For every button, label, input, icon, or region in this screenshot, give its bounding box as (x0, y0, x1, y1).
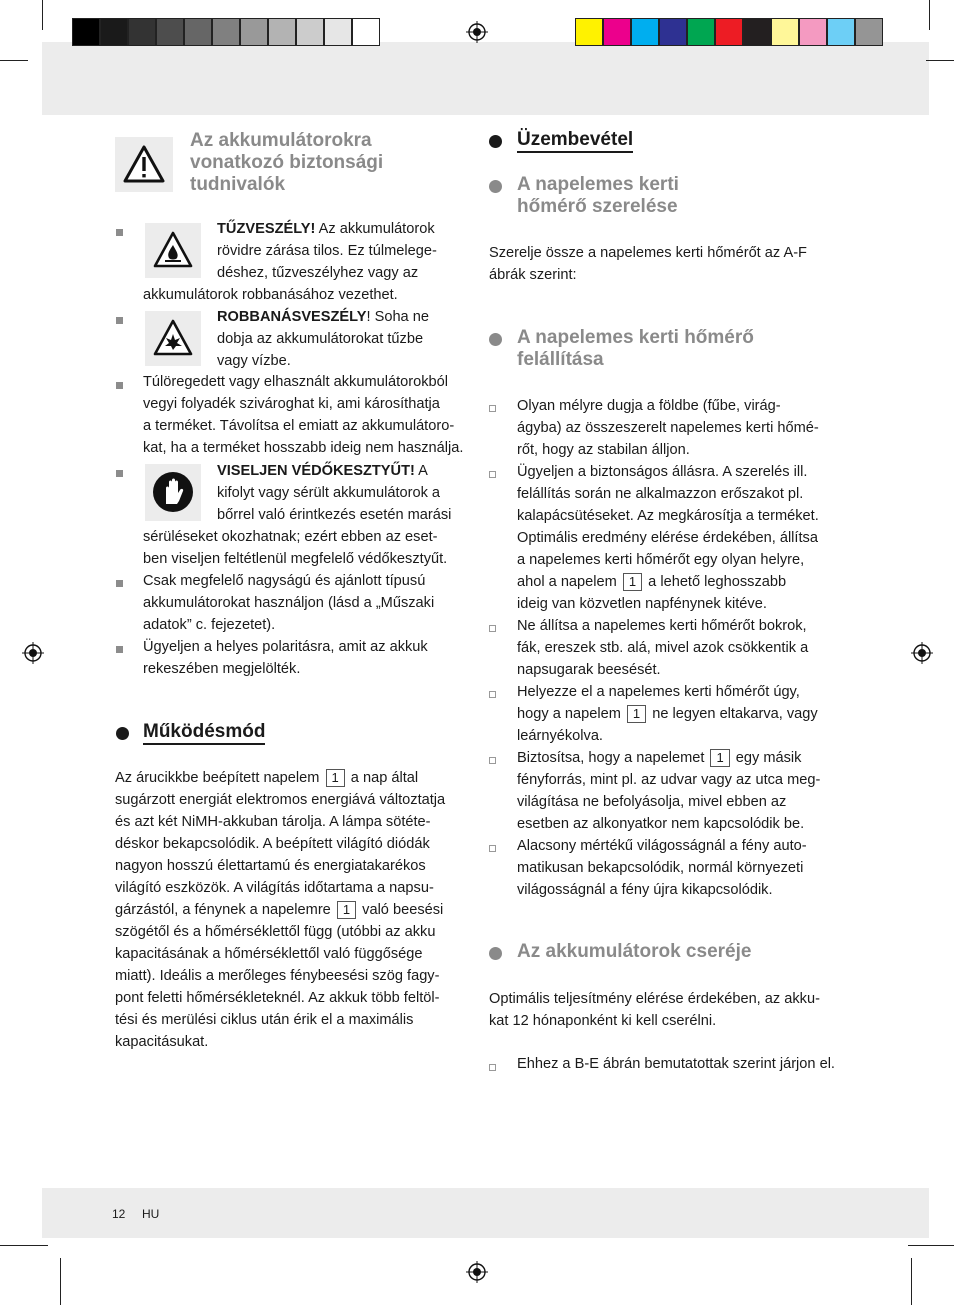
gloves-warning-text: A (418, 463, 428, 479)
leak-warning-text: a terméket. Távolítsa el emiatt az akkumulátoro- (143, 418, 455, 434)
checkbox-bullet (489, 471, 496, 478)
bullet-square (116, 382, 123, 389)
explosion-warning-text: ! Soha ne (366, 309, 429, 325)
operation-text: miatt). Ideális a merőleges fénybeesési szög fagy- (115, 968, 440, 984)
setup-text: felállítás során ne alkalmazzon erőszakot pl. (517, 486, 804, 502)
crop-mark (911, 1258, 912, 1305)
operation-text: sugárzott energiát elektromos energiává változtatja (115, 792, 446, 808)
safety-heading: Az akkumulátorokra vonatkozó biztonsági tudnivalók (190, 130, 384, 195)
color-swatch (715, 18, 743, 46)
assembly-heading: A napelemes kerti (517, 174, 679, 195)
setup-text: ahol a napelem (517, 574, 617, 590)
color-swatch (771, 18, 799, 46)
setup-text: fényforrás, mint pl. az udvar vagy az utca meg- (517, 772, 821, 788)
setup-text: ágyba) az összeszerelt napelemes kerti hőmé- (517, 420, 819, 436)
color-swatch (855, 18, 883, 46)
heading-bullet-icon (489, 333, 502, 346)
battery-size-text: akkumulátorokat használjon (lásd a „Műszaki (143, 595, 435, 611)
gloves-warning-text: sérüléseket okozhatnak; ezért ebben az eset- (143, 529, 438, 545)
setup-text: napsugarak beesését. (517, 662, 661, 678)
operation-text: világító eszközök. A világítás időtartama a napsu- (115, 880, 434, 896)
heading-bullet-icon (489, 947, 502, 960)
setup-text: a napelemes kerti hőmérőt egy olyan helyre, (517, 552, 805, 568)
color-swatch (603, 18, 631, 46)
ref-number-badge: 1 (337, 901, 356, 919)
color-swatch (827, 18, 855, 46)
color-swatch (575, 18, 603, 46)
color-swatch (743, 18, 771, 46)
language-code: HU (142, 1207, 160, 1221)
registration-mark-icon (466, 21, 488, 43)
color-swatch (296, 18, 324, 46)
setup-text: fák, ereszek stb. alá, mivel azok csökkentik a (517, 640, 809, 656)
assembly-text: ábrák szerint: (489, 267, 577, 283)
crop-mark (60, 1258, 61, 1305)
crop-mark (926, 60, 954, 61)
color-swatch (72, 18, 100, 46)
color-swatch (324, 18, 352, 46)
startup-heading: Üzembevétel (517, 129, 633, 153)
crop-mark (0, 60, 28, 61)
setup-text: Ügyeljen a biztonságos állásra. A szerelés ill. (517, 464, 808, 480)
setup-text: egy másik (735, 750, 802, 766)
operation-heading: Működésmód (143, 721, 265, 745)
fire-warning-text: rövidre zárása tilos. Ez túlmelege- (217, 243, 437, 259)
gloves-icon (145, 464, 201, 521)
leak-warning-text: Túlöregedett vagy elhasznált akkumulátorokból (143, 374, 449, 390)
operation-text: kapacitásukat. (115, 1034, 209, 1050)
setup-text: Olyan mélyre dugja a földbe (fűbe, virág- (517, 398, 781, 414)
setup-text: világosságnál a fény újra kikapcsolódik. (517, 882, 773, 898)
operation-text: nagyon hosszú élettartamú és energiatakarékos (115, 858, 426, 874)
setup-heading: felállítása (517, 349, 604, 370)
setup-text: Ne állítsa a napelemes kerti hőmérőt bokrok, (517, 618, 807, 634)
setup-text: a lehető leghosszabb (648, 574, 787, 590)
bullet-square (116, 580, 123, 587)
color-swatch (240, 18, 268, 46)
gloves-warning-text: bőrrel való érintkezés esetén marási (217, 507, 452, 523)
checkbox-bullet (489, 691, 496, 698)
explosion-warning-lead: ROBBANÁSVESZÉLY (217, 309, 367, 325)
ref-number-badge: 1 (623, 573, 642, 591)
replacement-text: Optimális teljesítmény elérése érdekében, az akku- (489, 991, 820, 1007)
fire-warning-text: déshez, tűzveszélyhez vagy az (217, 265, 419, 281)
crop-mark (42, 0, 43, 30)
operation-text: gárzástól, a fénynek a napelemre (115, 902, 331, 918)
color-swatch (659, 18, 687, 46)
setup-text: esetben az alkonyatkor nem kapcsolódik be. (517, 816, 805, 832)
color-swatch (184, 18, 212, 46)
bullet-square (116, 470, 123, 477)
leak-warning-text: vegyi folyadék szivároghat ki, ami károsíthatja (143, 396, 440, 412)
setup-text: kalapácsütéseket. Az megkárosítja a terméket. (517, 508, 819, 524)
operation-text: való beesési (362, 902, 444, 918)
checkbox-bullet (489, 625, 496, 632)
gloves-warning-lead: VISELJEN VÉDŐKESZTYŰT! (217, 463, 415, 479)
operation-text: és azt két NiMH-akkuban tárolja. A lámpa sötéte- (115, 814, 431, 830)
polarity-text: rekeszében megjelölték. (143, 661, 301, 677)
setup-text: ideig van közvetlen napfénynek kitéve. (517, 596, 767, 612)
color-swatch (128, 18, 156, 46)
battery-size-text: adatok” c. fejezetet). (143, 617, 276, 633)
color-swatch (631, 18, 659, 46)
ref-number-badge: 1 (326, 769, 345, 787)
assembly-heading: hőmérő szerelése (517, 196, 678, 217)
crop-mark (908, 1245, 954, 1246)
color-swatch (212, 18, 240, 46)
crop-mark (929, 0, 930, 30)
crop-mark (0, 1245, 48, 1246)
fire-warning-text: Az akkumulátorok (318, 221, 435, 237)
color-swatch (352, 18, 380, 46)
setup-text: világítása ne befolyásolja, mivel ebben az (517, 794, 787, 810)
bullet-square (116, 317, 123, 324)
replacement-heading: Az akkumulátorok cseréje (517, 941, 752, 962)
operation-text: Az árucikkbe beépített napelem (115, 770, 320, 786)
setup-text: Alacsony mértékű világosságnál a fény auto- (517, 838, 807, 854)
page-number: 12 (112, 1207, 126, 1221)
fire-hazard-icon (145, 223, 201, 278)
leak-warning-text: kat, ha a terméket hosszabb ideig nem használja. (143, 440, 464, 456)
setup-heading: A napelemes kerti hőmérő (517, 327, 754, 348)
replacement-step: Ehhez a B-E ábrán bemutatottak szerint járjon el. (517, 1056, 835, 1072)
setup-text: matikusan bekapcsolódik, normál környezeti (517, 860, 804, 876)
setup-text: hogy a napelem (517, 706, 621, 722)
registration-mark-icon (22, 642, 44, 664)
polarity-text: Ügyeljen a helyes polaritásra, amit az akkuk (143, 639, 428, 655)
gloves-warning-text: kifolyt vagy sérült akkumulátorok a (217, 485, 441, 501)
color-swatch (156, 18, 184, 46)
operation-text: szögétől és a hőmérséklettől függ (utóbbi az akku (115, 924, 436, 940)
header-band (42, 42, 929, 115)
explosion-warning-text: vagy vízbe. (217, 353, 291, 369)
warning-triangle-icon (115, 137, 173, 192)
operation-text: a nap által (350, 770, 419, 786)
checkbox-bullet (489, 757, 496, 764)
fire-warning-text: akkumulátorok robbanásához vezethet. (143, 287, 398, 303)
registration-mark-icon (911, 642, 933, 664)
setup-text: Optimális eredmény elérése érdekében, állítsa (517, 530, 818, 546)
color-swatch (799, 18, 827, 46)
operation-text: pont feletti hőmérsékleteknél. Az akkuk több feltöl- (115, 990, 440, 1006)
heading-bullet-icon (116, 727, 129, 740)
setup-text: Helyezze el a napelemes kerti hőmérőt úgy, (517, 684, 800, 700)
color-swatch (268, 18, 296, 46)
replacement-text: kat 12 hónaponként ki kell cserélni. (489, 1013, 717, 1029)
operation-text: kapacitásának a hőmérséklettől való függősége (115, 946, 423, 962)
ref-number-badge: 1 (710, 749, 729, 767)
explosion-hazard-icon (145, 311, 201, 366)
setup-text: leárnyékolva. (517, 728, 603, 744)
bullet-square (116, 646, 123, 653)
setup-text: Biztosítsa, hogy a napelemet (517, 750, 705, 766)
color-swatch (687, 18, 715, 46)
heading-bullet-icon (489, 180, 502, 193)
setup-text: ne legyen eltakarva, vagy (652, 706, 818, 722)
heading-bullet-icon (489, 135, 502, 148)
battery-size-text: Csak megfelelő nagyságú és ajánlott típusú (143, 573, 426, 589)
registration-mark-icon (466, 1261, 488, 1283)
assembly-text: Szerelje össze a napelemes kerti hőmérőt az A-F (489, 245, 807, 261)
footer-band (42, 1188, 929, 1238)
operation-text: tési és merülési ciklus után érik el a maximális (115, 1012, 414, 1028)
checkbox-bullet (489, 405, 496, 412)
checkbox-bullet (489, 1064, 496, 1071)
ref-number-badge: 1 (627, 705, 646, 723)
bullet-square (116, 229, 123, 236)
gloves-warning-text: ben viseljen feltétlenül megfelelő védőkesztyűt. (143, 551, 448, 567)
operation-text: déskor bekapcsolódik. A beépített világító diódák (115, 836, 430, 852)
color-swatch (100, 18, 128, 46)
setup-text: rőt, hogy az stabilan álljon. (517, 442, 690, 458)
checkbox-bullet (489, 845, 496, 852)
explosion-warning-text: dobja az akkumulátorokat tűzbe (217, 331, 424, 347)
fire-warning-lead: TŰZVESZÉLY! (217, 221, 316, 237)
